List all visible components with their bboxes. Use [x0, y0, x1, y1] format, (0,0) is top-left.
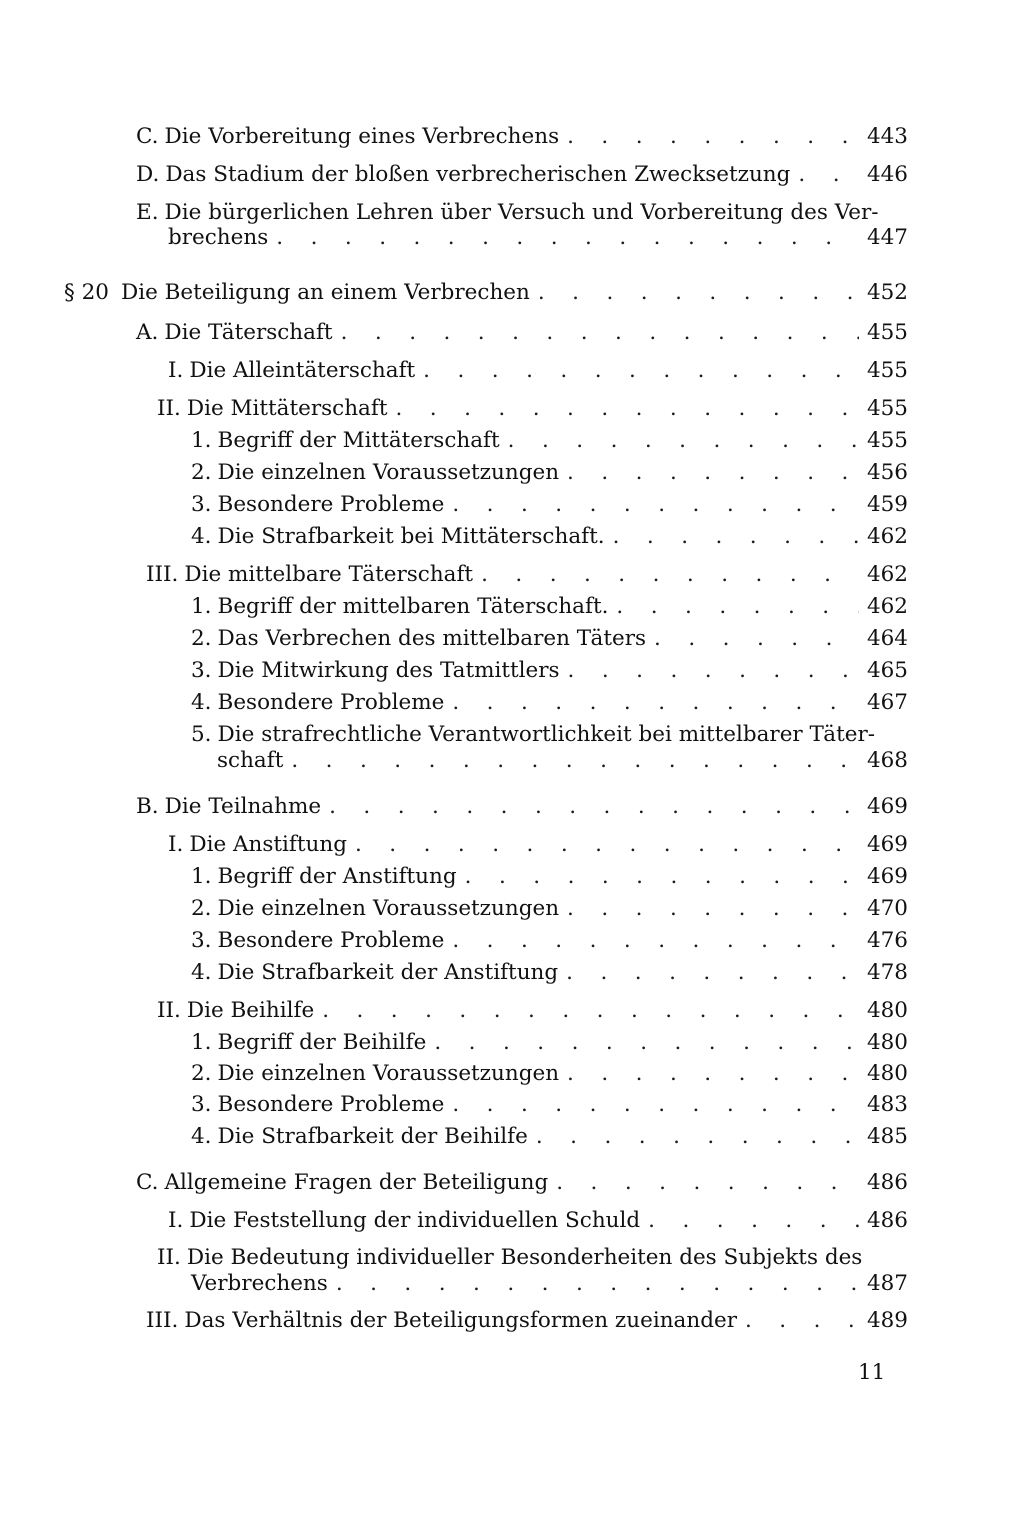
entry-title: Die einzelnen Voraussetzungen	[217, 896, 560, 921]
toc-entry	[136, 197, 908, 253]
entry-page: 480	[866, 1030, 908, 1055]
entry-number: § 20	[64, 280, 109, 305]
entry-number: D.	[136, 162, 160, 187]
entry-title: Besondere Probleme	[217, 492, 445, 517]
entry-number: 2.	[191, 626, 212, 651]
entry-title: Die mittelbare Täterschaft	[184, 562, 474, 587]
entry-page: 487	[866, 1271, 908, 1296]
entry-page: 486	[866, 1170, 908, 1195]
entry-number: 1.	[191, 864, 212, 889]
entry-number: II.	[157, 998, 181, 1023]
entry-title-continuation: schaft	[217, 748, 284, 773]
dot-leader	[465, 861, 859, 892]
entry-title: Die Teilnahme	[164, 794, 322, 819]
page-number: 11	[858, 1360, 886, 1385]
entry-number: 3.	[191, 928, 212, 953]
entry-number: 3.	[191, 658, 212, 683]
entry-page: 446	[866, 162, 908, 187]
dot-leader	[536, 1121, 859, 1152]
entry-number: 4.	[191, 1124, 212, 1149]
dot-leader	[481, 559, 859, 590]
entry-title: Die Strafbarkeit der Anstiftung	[217, 960, 559, 985]
entry-page: 462	[866, 524, 908, 549]
entry-title: Die Strafbarkeit der Beihilfe	[217, 1124, 528, 1149]
entry-title: Die Vorbereitung eines Verbrechens	[164, 124, 560, 149]
entry-number: 2.	[191, 1061, 212, 1086]
entry-title: Begriff der Anstiftung	[217, 864, 457, 889]
dot-leader	[556, 1167, 859, 1198]
entry-title: Die bürgerlichen Lehren über Versuch und Vorbereitung des Ver-	[164, 200, 879, 225]
entry-page: 455	[866, 358, 908, 383]
entry-number: 5.	[191, 722, 212, 747]
toc-entry	[157, 995, 908, 1026]
entry-title: Allgemeine Fragen der Beteiligung	[164, 1170, 549, 1195]
entry-title: Begriff der Beihilfe	[217, 1030, 427, 1055]
dot-leader	[616, 591, 859, 622]
dot-leader	[798, 159, 859, 190]
toc-entry	[136, 791, 908, 822]
entry-number: C.	[136, 1170, 159, 1195]
entry-page: 455	[866, 396, 908, 421]
entry-title: Die Mittäterschaft	[186, 396, 388, 421]
dot-leader	[613, 521, 859, 552]
entry-number: 4.	[191, 960, 212, 985]
entry-page: 443	[866, 124, 908, 149]
entry-number: B.	[136, 794, 159, 819]
dot-leader	[434, 1027, 859, 1058]
dot-leader	[276, 222, 859, 253]
entry-page: 483	[866, 1092, 908, 1117]
entry-page: 447	[866, 225, 908, 250]
dot-leader	[566, 957, 859, 988]
dot-leader	[329, 791, 859, 822]
dot-leader	[567, 893, 859, 924]
entry-title: Das Stadium der bloßen verbrecherischen Zwecksetzung	[165, 162, 791, 187]
toc-entry	[136, 121, 908, 152]
dot-leader	[336, 1268, 859, 1299]
entry-title: Die strafrechtliche Verantwortlichkeit bei mittelbarer Täter-	[217, 722, 875, 747]
toc-entry	[191, 925, 908, 956]
entry-title: Besondere Probleme	[217, 1092, 445, 1117]
entry-number: I.	[168, 358, 184, 383]
toc-entry	[146, 559, 908, 590]
entry-page: 455	[866, 320, 908, 345]
entry-title: Die Anstiftung	[189, 832, 347, 857]
entry-page: 468	[866, 748, 908, 773]
entry-page: 476	[866, 928, 908, 953]
toc-entry	[157, 1242, 908, 1299]
entry-title: Die Beteiligung an einem Verbrechen	[120, 280, 530, 305]
toc-entry	[191, 719, 908, 776]
entry-title-continuation: Verbrechens	[191, 1271, 328, 1296]
entry-page: 486	[866, 1208, 908, 1233]
toc-entry	[191, 1121, 908, 1152]
entry-number: 1.	[191, 428, 212, 453]
toc-entry	[191, 521, 908, 552]
entry-page: 464	[866, 626, 908, 651]
toc-entry	[191, 623, 908, 654]
dot-leader	[538, 277, 859, 308]
entry-number: II.	[157, 396, 181, 421]
entry-title: Die Beihilfe	[186, 998, 315, 1023]
toc-entry	[191, 893, 908, 924]
dot-leader	[567, 1058, 859, 1089]
entry-title: Das Verhältnis der Beteiligungsformen zueinander	[184, 1308, 737, 1333]
dot-leader	[291, 745, 859, 776]
entry-number: I.	[168, 832, 184, 857]
entry-number: 4.	[191, 524, 212, 549]
entry-page: 480	[866, 998, 908, 1023]
entry-page: 480	[866, 1061, 908, 1086]
entry-title: Die Täterschaft	[164, 320, 333, 345]
entry-number: 3.	[191, 1092, 212, 1117]
toc-entry	[191, 957, 908, 988]
toc-entry	[64, 277, 908, 308]
entry-title: Die Strafbarkeit bei Mittäterschaft.	[217, 524, 605, 549]
entry-title: Die Feststellung der individuellen Schuld	[189, 1208, 641, 1233]
entry-title: Besondere Probleme	[217, 928, 445, 953]
dot-leader	[568, 655, 859, 686]
toc-entry	[191, 1027, 908, 1058]
dot-leader	[355, 829, 859, 860]
dot-leader	[508, 425, 859, 456]
entry-page: 452	[866, 280, 908, 305]
dot-leader	[341, 317, 859, 348]
toc-entry	[191, 861, 908, 892]
entry-number: 1.	[191, 1030, 212, 1055]
entry-page: 459	[866, 492, 908, 517]
dot-leader	[745, 1305, 859, 1336]
entry-title: Die einzelnen Voraussetzungen	[217, 460, 560, 485]
entry-number: I.	[168, 1208, 184, 1233]
toc-entry	[168, 1205, 908, 1236]
toc-entry	[168, 355, 908, 386]
entry-number: 3.	[191, 492, 212, 517]
toc-entry	[191, 655, 908, 686]
toc-entry	[191, 457, 908, 488]
entry-page: 469	[866, 794, 908, 819]
toc-entry	[168, 829, 908, 860]
entry-page: 467	[866, 690, 908, 715]
entry-number: A.	[136, 320, 159, 345]
entry-page: 469	[866, 864, 908, 889]
entry-number: 2.	[191, 460, 212, 485]
entry-number: 1.	[191, 594, 212, 619]
dot-leader	[567, 457, 859, 488]
entry-title: Das Verbrechen des mittelbaren Täters	[217, 626, 647, 651]
entry-title-continuation: brechens	[168, 225, 269, 250]
toc-entry	[191, 425, 908, 456]
entry-page: 456	[866, 460, 908, 485]
entry-page: 462	[866, 594, 908, 619]
dot-leader	[423, 355, 859, 386]
dot-leader	[452, 1089, 859, 1120]
dot-leader	[452, 687, 859, 718]
dot-leader	[654, 623, 859, 654]
entry-page: 469	[866, 832, 908, 857]
entry-page: 478	[866, 960, 908, 985]
toc-entry	[136, 1167, 908, 1198]
entry-title: Die Bedeutung individueller Besonderheiten des Subjekts des	[186, 1245, 863, 1270]
entry-number: III.	[146, 562, 179, 587]
entry-title: Begriff der Mittäterschaft	[217, 428, 500, 453]
entry-title: Die Mitwirkung des Tatmittlers	[217, 658, 560, 683]
entry-page: 465	[866, 658, 908, 683]
dot-leader	[567, 121, 859, 152]
entry-number: C.	[136, 124, 159, 149]
entry-page: 470	[866, 896, 908, 921]
entry-number: III.	[146, 1308, 179, 1333]
entry-title: Begriff der mittelbaren Täterschaft.	[217, 594, 609, 619]
toc-entry	[136, 159, 908, 190]
entry-number: 2.	[191, 896, 212, 921]
toc-entry	[157, 393, 908, 424]
dot-leader	[452, 489, 859, 520]
entry-page: 489	[866, 1308, 908, 1333]
entry-page: 462	[866, 562, 908, 587]
dot-leader	[452, 925, 859, 956]
toc-entry	[146, 1305, 908, 1336]
toc-entry	[136, 317, 908, 348]
dot-leader	[395, 393, 858, 424]
entry-number: 4.	[191, 690, 212, 715]
toc-entry	[191, 687, 908, 718]
toc-entry	[191, 1089, 908, 1120]
dot-leader	[648, 1205, 859, 1236]
toc-entry	[191, 489, 908, 520]
entry-title: Die Alleintäterschaft	[189, 358, 416, 383]
entry-title: Besondere Probleme	[217, 690, 445, 715]
entry-page: 485	[866, 1124, 908, 1149]
dot-leader	[322, 995, 859, 1026]
toc-entry	[191, 591, 908, 622]
toc-entry	[191, 1058, 908, 1089]
entry-title: Die einzelnen Voraussetzungen	[217, 1061, 560, 1086]
entry-number: E.	[136, 200, 159, 225]
entry-page: 455	[866, 428, 908, 453]
entry-number: II.	[157, 1245, 181, 1270]
